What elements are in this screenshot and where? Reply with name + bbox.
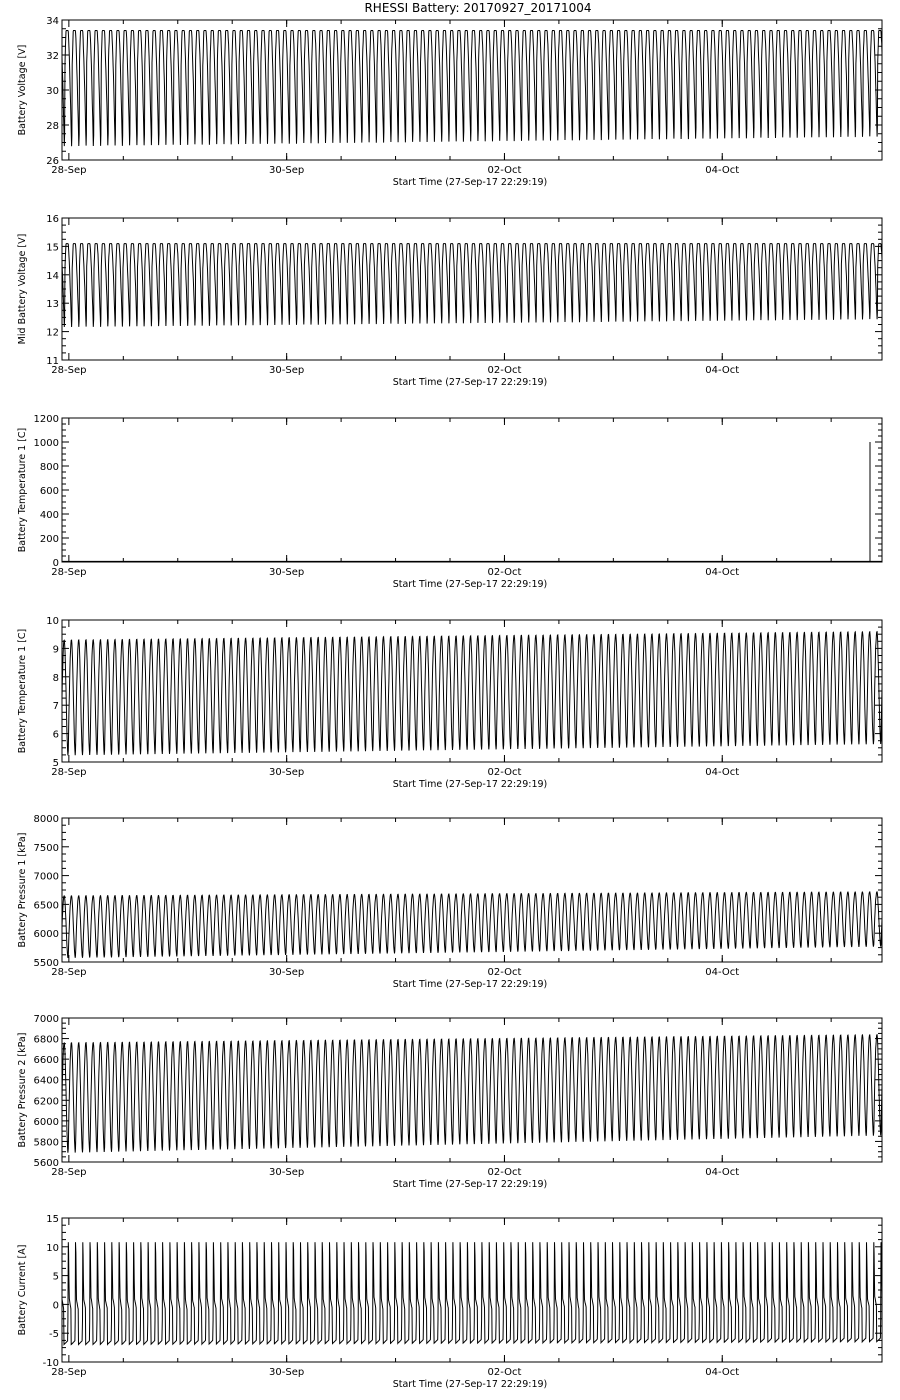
y-tick-label: 7000 — [33, 1014, 59, 1025]
y-tick-label: 8 — [52, 672, 59, 684]
y-tick-label: 26 — [46, 156, 59, 167]
data-line — [62, 1242, 882, 1344]
x-axis-label: Start Time (27-Sep-17 22:29:19) — [392, 377, 548, 388]
x-tick-label: 02-Oct — [487, 567, 522, 578]
x-tick-label: 30-Sep — [269, 1367, 305, 1378]
x-axis-label: Start Time (27-Sep-17 22:29:19) — [392, 579, 548, 590]
y-tick-label: 6000 — [33, 1116, 59, 1128]
x-tick-label: 02-Oct — [487, 165, 522, 176]
y-axis-label: Battery Voltage [V] — [17, 44, 28, 136]
x-tick-label: 02-Oct — [487, 365, 522, 376]
y-tick-label: 6200 — [33, 1096, 59, 1108]
y-tick-label: 5 — [52, 1271, 59, 1283]
y-tick-label: 6500 — [33, 900, 59, 912]
x-axis-label: Start Time (27-Sep-17 22:29:19) — [392, 177, 548, 188]
data-line — [62, 442, 882, 561]
chart-panel-6 — [17, 1014, 882, 1190]
y-tick-label: 15 — [46, 1214, 59, 1225]
y-tick-label: 1200 — [33, 414, 59, 425]
x-tick-label: 28-Sep — [51, 967, 87, 978]
x-tick-label: 30-Sep — [269, 567, 305, 578]
y-tick-label: -10 — [42, 1358, 59, 1369]
plot-frame — [62, 418, 882, 562]
x-axis-label: Start Time (27-Sep-17 22:29:19) — [392, 779, 548, 790]
y-axis-label: Mid Battery Voltage [V] — [17, 233, 28, 345]
y-tick-label: 6000 — [33, 929, 59, 941]
chart-panel-3 — [17, 414, 882, 590]
y-tick-label: 600 — [39, 486, 59, 497]
x-tick-label: 02-Oct — [487, 1367, 522, 1378]
x-axis-label: Start Time (27-Sep-17 22:29:19) — [392, 979, 548, 990]
x-tick-label: 30-Sep — [269, 1167, 305, 1178]
chart-panel-2 — [17, 214, 882, 388]
y-tick-label: 7 — [52, 701, 59, 713]
y-tick-label: 10 — [46, 1242, 59, 1254]
data-line — [62, 892, 882, 958]
x-tick-label: 28-Sep — [51, 365, 87, 376]
y-tick-label: 7000 — [33, 871, 59, 883]
y-tick-label: 1000 — [33, 438, 59, 449]
y-tick-label: 6600 — [33, 1055, 59, 1067]
x-axis-label: Start Time (27-Sep-17 22:29:19) — [392, 1179, 548, 1190]
x-tick-label: 02-Oct — [487, 967, 522, 978]
y-tick-label: 15 — [46, 242, 59, 254]
data-line — [62, 632, 882, 756]
y-tick-label: 16 — [46, 214, 59, 225]
x-tick-label: 04-Oct — [705, 165, 740, 176]
y-tick-label: 12 — [46, 327, 59, 339]
x-tick-label: 02-Oct — [487, 767, 522, 778]
y-tick-label: 8000 — [33, 814, 59, 825]
y-tick-label: 6 — [52, 729, 59, 741]
y-tick-label: 400 — [39, 510, 59, 521]
data-line — [62, 31, 882, 147]
y-tick-label: 800 — [39, 462, 59, 473]
y-tick-label: -5 — [49, 1329, 59, 1341]
x-tick-label: 30-Sep — [269, 165, 305, 176]
y-tick-label: 34 — [46, 16, 59, 27]
x-tick-label: 04-Oct — [705, 1167, 740, 1178]
x-tick-label: 28-Sep — [51, 165, 87, 176]
y-tick-label: 200 — [39, 534, 59, 545]
y-tick-label: 5 — [52, 758, 59, 769]
x-tick-label: 30-Sep — [269, 365, 305, 376]
x-tick-label: 28-Sep — [51, 1167, 87, 1178]
y-axis-label: Battery Temperature 1 [C] — [17, 427, 28, 553]
y-tick-label: 6400 — [33, 1075, 59, 1087]
x-tick-label: 28-Sep — [51, 1367, 87, 1378]
y-tick-label: 7500 — [33, 842, 59, 854]
chart-panel-7 — [17, 1214, 882, 1390]
chart-panel-4 — [17, 616, 882, 790]
y-tick-label: 11 — [46, 356, 59, 367]
y-tick-label: 13 — [46, 299, 59, 311]
chart-panel-1 — [17, 16, 882, 188]
figure-title: RHESSI Battery: 20170927_20171004 — [364, 1, 592, 15]
x-tick-label: 28-Sep — [51, 767, 87, 778]
data-line — [62, 244, 882, 327]
y-tick-label: 0 — [52, 1300, 59, 1312]
x-tick-label: 04-Oct — [705, 1367, 740, 1378]
y-tick-label: 30 — [46, 86, 59, 97]
y-axis-label: Battery Current [A] — [17, 1244, 28, 1336]
x-tick-label: 04-Oct — [705, 365, 740, 376]
x-tick-label: 02-Oct — [487, 1167, 522, 1178]
y-tick-label: 0 — [52, 558, 59, 569]
y-tick-label: 5800 — [33, 1137, 59, 1149]
x-tick-label: 30-Sep — [269, 967, 305, 978]
x-axis-label: Start Time (27-Sep-17 22:29:19) — [392, 1379, 548, 1390]
y-tick-label: 14 — [46, 270, 59, 282]
y-axis-label: Battery Pressure 1 [kPa] — [17, 832, 28, 948]
plot-frame — [62, 218, 882, 360]
y-tick-label: 5600 — [33, 1158, 59, 1169]
x-tick-label: 04-Oct — [705, 767, 740, 778]
x-tick-label: 30-Sep — [269, 767, 305, 778]
x-tick-label: 28-Sep — [51, 567, 87, 578]
y-tick-label: 9 — [52, 644, 59, 656]
y-tick-label: 6800 — [33, 1034, 59, 1046]
chart-panel-5 — [17, 814, 882, 990]
y-axis-label: Battery Pressure 2 [kPa] — [17, 1032, 28, 1148]
x-tick-label: 04-Oct — [705, 967, 740, 978]
y-tick-label: 28 — [46, 121, 59, 132]
data-line — [62, 1035, 882, 1153]
x-tick-label: 04-Oct — [705, 567, 740, 578]
y-tick-label: 32 — [46, 51, 59, 62]
y-axis-label: Battery Temperature 1 [C] — [17, 628, 28, 754]
y-tick-label: 5500 — [33, 958, 59, 969]
y-tick-label: 10 — [46, 616, 59, 627]
